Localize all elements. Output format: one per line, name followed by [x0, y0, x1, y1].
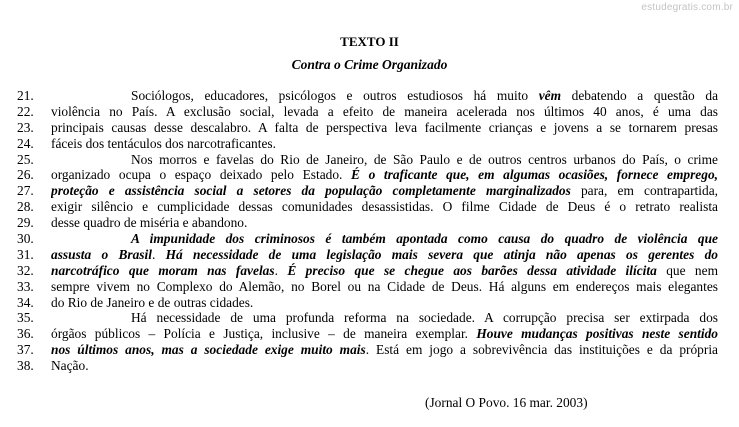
- text-line: [0, 342, 739, 358]
- text-line: [0, 247, 739, 263]
- plain-text: debatendo a questão da: [561, 88, 718, 103]
- line-text: [51, 136, 718, 152]
- source-citation: (Jornal O Povo. 16 mar. 2003): [425, 395, 588, 410]
- line-text: [51, 120, 718, 136]
- plain-text: .: [274, 262, 288, 278]
- emphasized-text: proteção e assistência social a setores da população completamente marginalizados: [51, 183, 571, 199]
- line-number: 29.: [17, 215, 34, 231]
- text-line: [0, 136, 739, 152]
- text-line: [0, 295, 739, 311]
- text-line: [0, 326, 739, 342]
- line-number: 23.: [17, 119, 34, 135]
- line-number: 31.: [17, 246, 34, 262]
- line-text: [51, 167, 718, 183]
- line-text: [51, 183, 718, 199]
- line-text: [51, 247, 718, 263]
- plain-text: organizado ocupa o espaço deixado pelo Estado.: [51, 167, 352, 183]
- plain-text: Nos morros e favelas do Rio de Janeiro, de São Paulo e de outros centros urbanos do País, o crime: [131, 151, 718, 167]
- line-number: 38.: [17, 358, 34, 374]
- emphasized-text: Houve mudanças positivas neste sentido: [476, 326, 718, 342]
- text-line: [0, 183, 739, 199]
- plain-text: Sociólogos, educadores, psicólogos e outros estudiosos há muito: [131, 88, 539, 103]
- text-line: [0, 88, 739, 104]
- emphasized-text: vêm: [538, 88, 562, 103]
- plain-text: Há necessidade de uma profunda reforma na sociedade. A corrupção precisa ser extirpada dos: [131, 310, 718, 326]
- line-number: 22.: [17, 103, 34, 119]
- text-line: [0, 358, 739, 374]
- line-text: [51, 199, 718, 215]
- plain-text: violência no País. A exclusão social, levada a efeito de maneira acelerada nos últimos 40 anos, é uma das: [51, 103, 718, 119]
- line-number: 26.: [17, 167, 34, 183]
- line-text: [51, 152, 718, 168]
- plain-text: Nação.: [51, 358, 89, 374]
- line-text: [51, 88, 718, 104]
- plain-text: para, em contrapartida,: [570, 183, 718, 199]
- line-number: 30.: [17, 231, 34, 247]
- emphasized-text: assusta o Brasil: [51, 246, 152, 262]
- line-number: 34.: [17, 294, 34, 310]
- line-number: 37.: [17, 342, 34, 358]
- plain-text: sempre vivem no Complexo do Alemão, no Borel ou na Cidade de Deus. Há alguns em endereços mais elegantes: [51, 278, 718, 294]
- text-line: [0, 279, 739, 295]
- text-line: [0, 310, 739, 326]
- line-number: 36.: [17, 326, 34, 342]
- text-line: [0, 120, 739, 136]
- line-text: [51, 215, 718, 231]
- line-text: [51, 263, 718, 279]
- emphasized-text: nos últimos anos, mas a sociedade exige muito mais: [51, 342, 366, 358]
- line-text: [51, 279, 718, 295]
- text-line: [0, 231, 739, 247]
- line-text: [51, 104, 718, 120]
- line-number: 35.: [17, 310, 34, 326]
- line-text: [51, 310, 718, 326]
- plain-text: que nem: [656, 262, 718, 278]
- text-title: TEXTO II: [340, 34, 399, 49]
- line-number: 27.: [17, 183, 34, 199]
- line-text: [51, 231, 718, 247]
- plain-text: . Está em jogo a sobrevivência das instituições e da própria: [365, 342, 718, 358]
- line-text: [51, 342, 718, 358]
- line-number: 33.: [17, 278, 34, 294]
- text-line: [0, 199, 739, 215]
- text-line: [0, 104, 739, 120]
- line-number: 28.: [17, 199, 34, 215]
- emphasized-text: narcotráfico que moram nas favelas: [51, 262, 275, 278]
- plain-text: desse quadro de miséria e abandono.: [51, 215, 248, 231]
- emphasized-text: É o traficante que, em algumas ocasiões, fornece emprego,: [351, 167, 718, 183]
- emphasized-text: É preciso que se chegue aos barões dessa atividade ilícita: [287, 262, 657, 278]
- plain-text: fáceis dos tentáculos dos narcotraficantes.: [51, 135, 276, 151]
- text-line: [0, 215, 739, 231]
- line-number: 32.: [17, 262, 34, 278]
- plain-text: .: [151, 246, 166, 262]
- line-text: [51, 326, 718, 342]
- plain-text: principais causas desse descalabro. A falta de perspectiva leva facilmente crianças e jovens a se tornarem presas: [51, 119, 718, 135]
- line-number: 24.: [17, 135, 34, 151]
- line-number: 25.: [17, 151, 34, 167]
- plain-text: exigir silêncio e cumplicidade dessas comunidades desassistidas. O filme Cidade de Deus é o retrato realista: [51, 199, 718, 215]
- plain-text: do Rio de Janeiro e de outras cidades.: [51, 294, 254, 310]
- text-subtitle: Contra o Crime Organizado: [291, 57, 448, 72]
- line-text: [51, 358, 718, 374]
- line-text: [51, 295, 718, 311]
- emphasized-text: Há necessidade de uma legislação mais severa que atinja não apenas os gerentes do: [165, 246, 718, 262]
- text-line: [0, 263, 739, 279]
- text-line: [0, 152, 739, 168]
- emphasized-text: A impunidade dos criminosos é também apontada como causa do quadro de violência que: [131, 231, 718, 247]
- text-body: [0, 88, 739, 374]
- text-line: [0, 167, 739, 183]
- site-watermark: estudegratis.com.br: [641, 2, 733, 13]
- plain-text: órgãos públicos – Polícia e Justiça, inclusive – de maneira exemplar.: [51, 326, 477, 342]
- line-number: 21.: [17, 88, 34, 103]
